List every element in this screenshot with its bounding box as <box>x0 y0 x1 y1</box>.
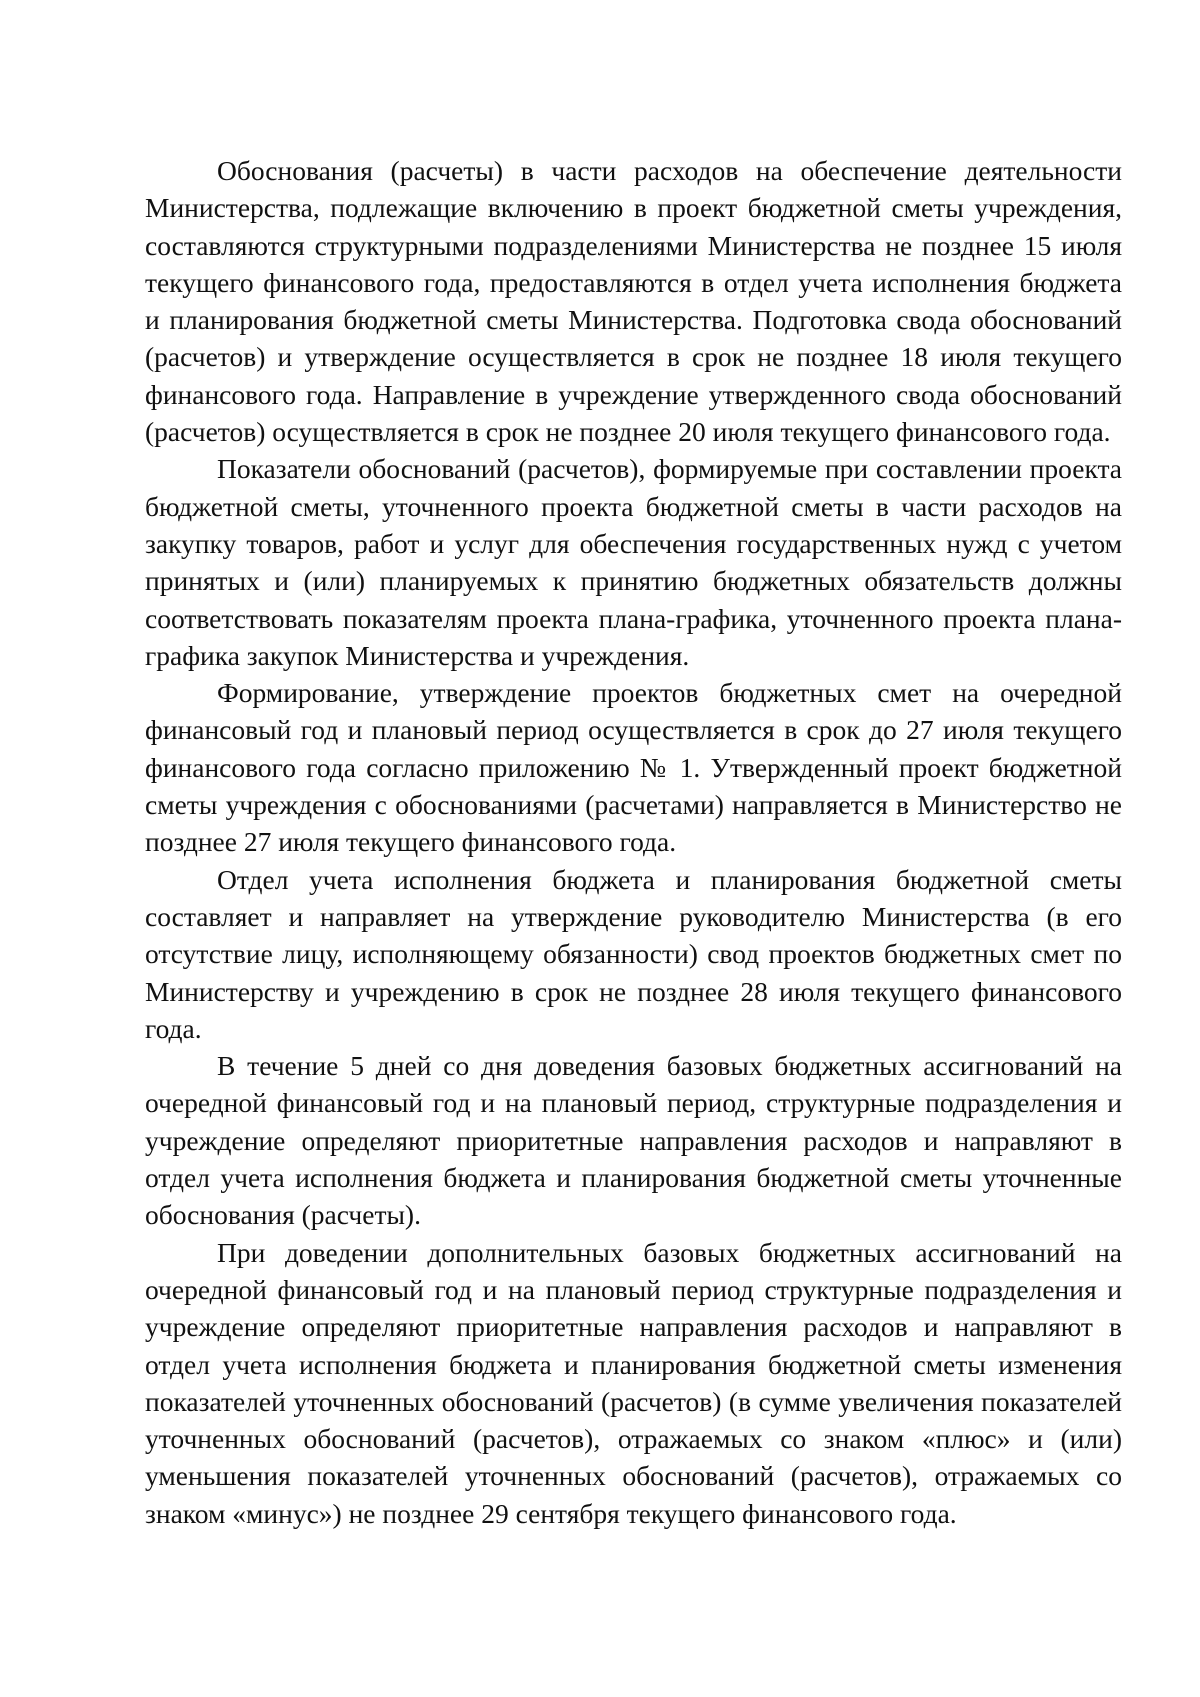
paragraph-estimate-approval: Формирование, утверждение проектов бюджетных смет на очередной финансовый год и плановый период осуществляется в срок до 27 июля текущего финансового года согласно приложению № 1. Утвержденный проект бюджетной сметы учреждения с обоснованиями (расчетами) направляется в Министерство не позднее 27 июля текущего финансового года. <box>145 677 1122 858</box>
paragraph-additional-allocations: При доведении дополнительных базовых бюджетных ассигнований на очередной финансовый год и на плановый период структурные подразделения и учреждение определяют приоритетные направления расходов и направляют в отдел учета исполнения бюджета и планирования бюджетной сметы изменения показателей уточненных обоснований (расчетов) (в сумме увеличения показателей уточненных обоснований (расчетов), отражаемых со знаком «плюс» и (или) уменьшения показателей уточненных обоснований (расчетов), отражаемых со знаком «минус») не позднее 29 сентября текущего финансового года. <box>145 1236 1122 1529</box>
document-body <box>145 152 1122 1532</box>
paragraph-priority-directions: В течение 5 дней со дня доведения базовых бюджетных ассигнований на очередной финансовый год и на плановый период, структурные подразделения и учреждение определяют приоритетные направления расходов и направляют в отдел учета исполнения бюджета и планирования бюджетной сметы уточненные обоснования (расчеты). <box>145 1050 1122 1231</box>
paragraph-procurement-indicators: Показатели обоснований (расчетов), формируемые при составлении проекта бюджетной сметы, уточненного проекта бюджетной сметы в части расходов на закупку товаров, работ и услуг для обеспечения государственных нужд с учетом принятых и (или) планируемых к принятию бюджетных обязательств должны соответствовать показателям проекта плана-графика, уточненного проекта плана-графика закупок Министерства и учреждения. <box>145 453 1122 671</box>
paragraph-consolidated-estimates: Отдел учета исполнения бюджета и планирования бюджетной сметы составляет и направляет на утверждение руководителю Министерства (в его отсутствие лицу, исполняющему обязанности) свод проектов бюджетных смет по Министерству и учреждению в срок не позднее 28 июля текущего финансового года. <box>145 863 1122 1044</box>
paragraph-budget-justifications: Обоснования (расчеты) в части расходов на обеспечение деятельности Министерства, подлежащие включению в проект бюджетной сметы учреждения, составляются структурными подразделениями Министерства не позднее 15 июля текущего финансового года, предоставляются в отдел учета исполнения бюджета и планирования бюджетной сметы Министерства. Подготовка свода обоснований (расчетов) и утверждение осуществляется в срок не позднее 18 июля текущего финансового года. Направление в учреждение утвержденного свода обоснований (расчетов) осуществляется в срок не позднее 20 июля текущего финансового года. <box>145 155 1122 448</box>
